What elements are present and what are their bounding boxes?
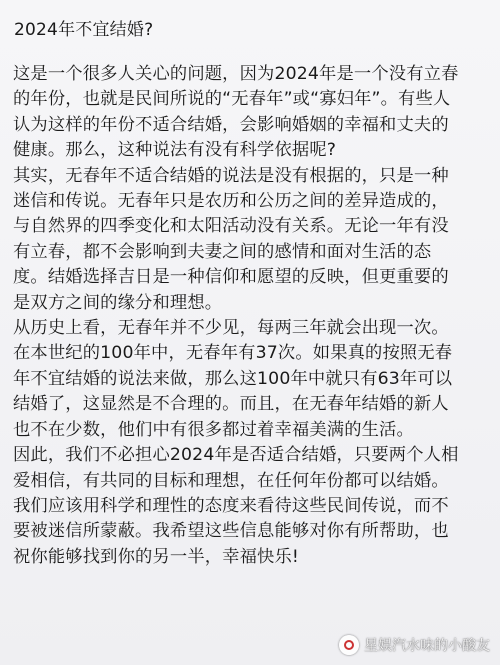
body-line: 结婚了，这显然是不合理的。而且，在无春年结婚的新人: [13, 394, 449, 415]
body-line: 认为这样的年份不适合结婚，会影响婚姻的幸福和丈夫的: [13, 114, 449, 135]
body-line: 也不在少数，他们中有很多都过着幸福美满的生活。: [13, 419, 414, 440]
body-line: 要被迷信所蒙蔽。我希望这些信息能够对你有所帮助，也: [13, 521, 449, 542]
body-line: 祝你能够找到你的另一半，幸福快乐!: [13, 546, 299, 567]
watermark: [339, 635, 490, 655]
body-line: 与自然界的四季变化和太阳活动没有关系。无论一年有没: [13, 216, 449, 237]
body-line: 我们应该用科学和理性的态度来看待这些民间传说，而不: [13, 495, 449, 516]
watermark-text: 星娱汽水味的小酸友: [364, 638, 490, 654]
body-line: 迷信和传说。无春年只是农历和公历之间的差异造成的，: [13, 191, 449, 212]
body-line: 在本世纪的100年中，无春年有37次。如果真的按照无春: [13, 343, 453, 364]
article-body: [13, 62, 491, 570]
body-line: 健康。那么，这种说法有没有科学依据呢?: [13, 140, 337, 161]
body-line: 这是一个很多人关心的问题，因为2024年是一个没有立春: [13, 64, 459, 84]
page-title: 2024年不宜结婚?: [14, 20, 154, 40]
body-line: 度。结婚选择吉日是一种信仰和愿望的反映，但更重要的: [13, 267, 449, 288]
body-line: 因此，我们不必担心2024年是否适合结婚，只要两个人相: [13, 445, 459, 466]
body-line: 从历史上看，无春年并不少见，每两三年就会出现一次。: [13, 318, 449, 339]
body-line: 是双方之间的缘分和理想。: [13, 292, 223, 313]
body-line: 的年份，也就是民间所说的“无春年”或“寡妇年”。有些人: [13, 89, 451, 110]
body-line: 其实，无春年不适合结婚的说法是没有根据的，只是一种: [13, 165, 449, 186]
watermark-logo-icon: [339, 635, 359, 655]
body-line: 年不宜结婚的说法来做，那么这100年中就只有63年可以: [13, 368, 453, 389]
body-line: 有立春，都不会影响到夫妻之间的感情和面对生活的态: [13, 241, 432, 262]
body-line: 爱相信，有共同的目标和理想，在任何年份都可以结婚。: [13, 470, 449, 491]
